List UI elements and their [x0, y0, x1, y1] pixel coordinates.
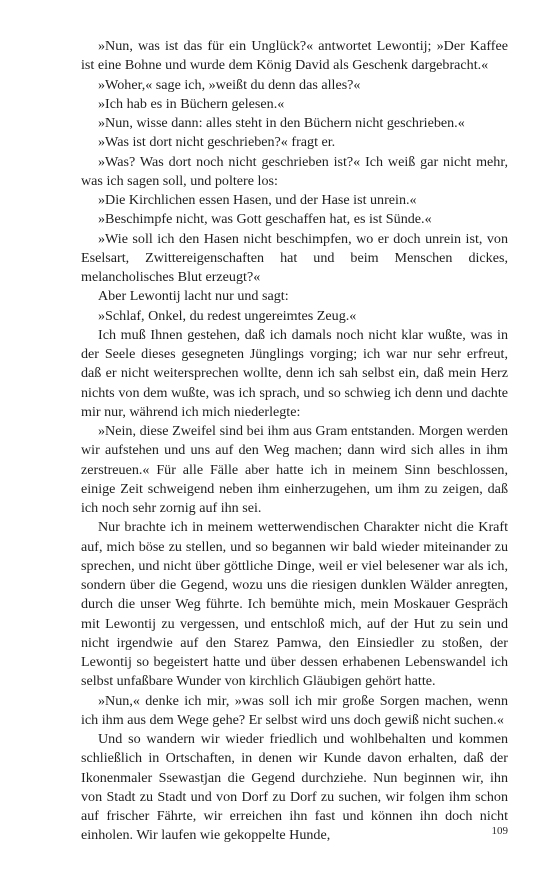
paragraph: Ich muß Ihnen gestehen, daß ich damals noch nicht klar wußte, was in der Seele dieses gesegneten Jünglings vorging; ich war nur sehr erfreut, daß er nicht weitersprechen wollte, denn ich sah selbst ein, daß mein Herz nichts von dem wußte, was ich sprach, und so schwieg ich denn und dachte mir nur, während ich mich niederlegte: — [81, 326, 508, 420]
paragraph: »Nein, diese Zweifel sind bei ihm aus Gram entstanden. Morgen werden wir aufstehen und uns auf den Weg machen; dann wird sich alles in ihm zerstreuen.« Für alle Fälle aber hatte ich in meinem Sinn beschlossen, einige Zeit schweigend neben ihm einherzugehen, um ihm zu zeigen, daß ich noch sehr zornig auf ihn sei. — [81, 423, 508, 516]
paragraph: »Die Kirchlichen essen Hasen, und der Hase ist unrein.« — [98, 192, 417, 208]
paragraph: »Was? Was dort noch nicht geschrieben ist?« Ich weiß gar nicht mehr, was ich sagen soll, und poltere los: — [81, 153, 508, 189]
paragraph: Nur brachte ich in meinem wetterwendischen Charakter nicht die Kraft auf, mich böse zu stellen, und so begannen wir bald wieder miteinander zu sprechen, und nicht über göttliche Dinge, weil er viel belesener war als ich, sondern über die Gegend, wozu uns die riesigen dunklen Wälder anregten, durch die unser Weg führte. Ich bemühte mich, mein Moskauer Gespräch mit Lewontij zu vergessen, und entschloß mich, auf der Hut zu sein und nicht irgendwie auf den Starez Pamwa, den Einsiedler zu stoßen, der Lewontij so begeistert hatte und über dessen erhabenen Lebenswandel ich selbst unfaßbare Wunder von kirchlich Gläubigen gehört hatte. — [81, 519, 508, 690]
paragraph: Und so wandern wir wieder friedlich und wohlbehalten und kommen schließlich in Ortschaften, in denen wir Kunde davon erhalten, daß der Ikonenmaler Ssewastjan die Gegend durchziehe. Nun beginnen wir, ihn von Stadt zu Stadt und von Dorf zu Dorf zu suchen, wir folgen ihm schon auf frischer Fährte, wir erreichen ihn fast und können ihn doch nicht einholen. Wir laufen wie gekoppelte Hunde, — [81, 731, 508, 844]
body-text — [81, 37, 508, 846]
paragraph: »Woher,« sage ich, »weißt du denn das alles?« — [98, 76, 361, 93]
paragraph: »Schlaf, Onkel, du redest ungereimtes Zeug.« — [98, 307, 357, 324]
paragraph: »Nun,« denke ich mir, »was soll ich mir große Sorgen machen, wenn ich ihm aus dem Wege gehe? Er selbst wird uns doch gewiß nicht suchen.« — [81, 692, 508, 728]
paragraph: Aber Lewontij lacht nur und sagt: — [98, 288, 289, 305]
page-number: 109 — [491, 825, 508, 837]
paragraph: »Wie soll ich den Hasen nicht beschimpfen, wo er doch unrein ist, von Eselsart, Zwittereigenschaften hat und beim Menschen dickes, melancholisches Blut erzeugt?« — [81, 230, 508, 285]
paragraph: »Beschimpfe nicht, was Gott geschaffen hat, es ist Sünde.« — [98, 211, 432, 228]
paragraph: »Ich hab es in Büchern gelesen.« — [98, 95, 285, 112]
paragraph: »Nun, wisse dann: alles steht in den Büchern nicht geschrieben.« — [98, 115, 465, 131]
paragraph: »Was ist dort nicht geschrieben?« fragt er. — [98, 134, 336, 151]
paragraph: »Nun, was ist das für ein Unglück?« antwortet Lewontij; »Der Kaffee ist eine Bohne und wurde dem König David als Geschenk dargebracht.« — [81, 38, 508, 74]
